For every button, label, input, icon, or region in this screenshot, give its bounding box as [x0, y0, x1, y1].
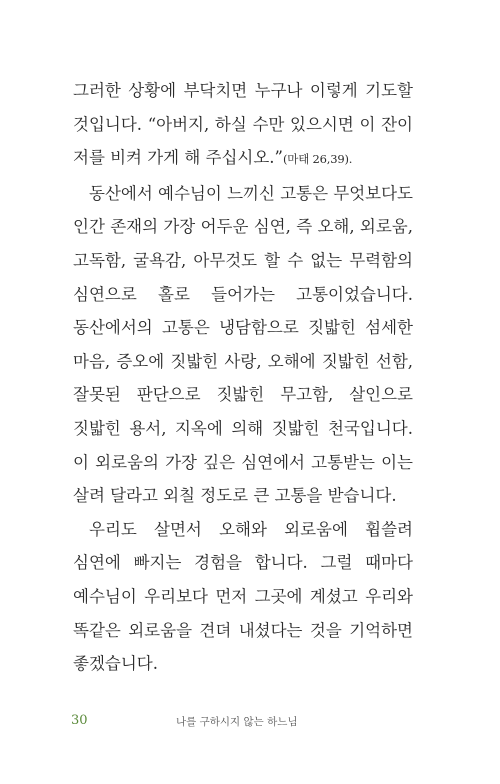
page-footer [71, 713, 431, 733]
paragraph-1 [73, 74, 413, 177]
paragraph-3: 우리도 살면서 오해와 외로움에 휩쓸려 심연에 빠지는 경험을 합니다. 그럴 때마다 예수님이 우리보다 먼저 그곳에 계셨고 우리와 똑같은 외로움을 견뎌 내셨다는 것을 기억하면 좋겠습니다. [73, 519, 413, 674]
body-text [73, 74, 413, 681]
bible-citation: (마태 26,39). [283, 152, 353, 167]
page-number: 30 [71, 713, 88, 728]
paragraph-2: 동산에서 예수님이 느끼신 고통은 무엇보다도 인간 존재의 가장 어두운 심연, 즉 오해, 외로움, 고독함, 굴욕감, 아무것도 할 수 없는 무력함의 심연으로 홀로 들어가는 고통이었습니다. 동산에서의 고통은 냉담함으로 짓밟힌 섬세한 마음, 증오에 짓밟힌 사랑, 오해에 짓밟힌 선함, 잘못된 판단으로 짓밟힌 무고함, 살인으로 짓밟힌 용서, 지옥에 의해 짓밟힌 천국입니다. 이 외로움의 가장 깊은 심연에서 고통받는 이는 살려 달라고 외칠 정도로 큰 고통을 받습니다. [73, 183, 413, 506]
paragraph-1-text: 그러한 상황에 부닥치면 누구나 이렇게 기도할 것입니다. “아버지, 하실 수만 있으시면 이 잔이 저를 비켜 가게 해 주십시오.” [73, 81, 413, 168]
running-title: 나를 구하시지 않는 하느님 [176, 716, 298, 728]
